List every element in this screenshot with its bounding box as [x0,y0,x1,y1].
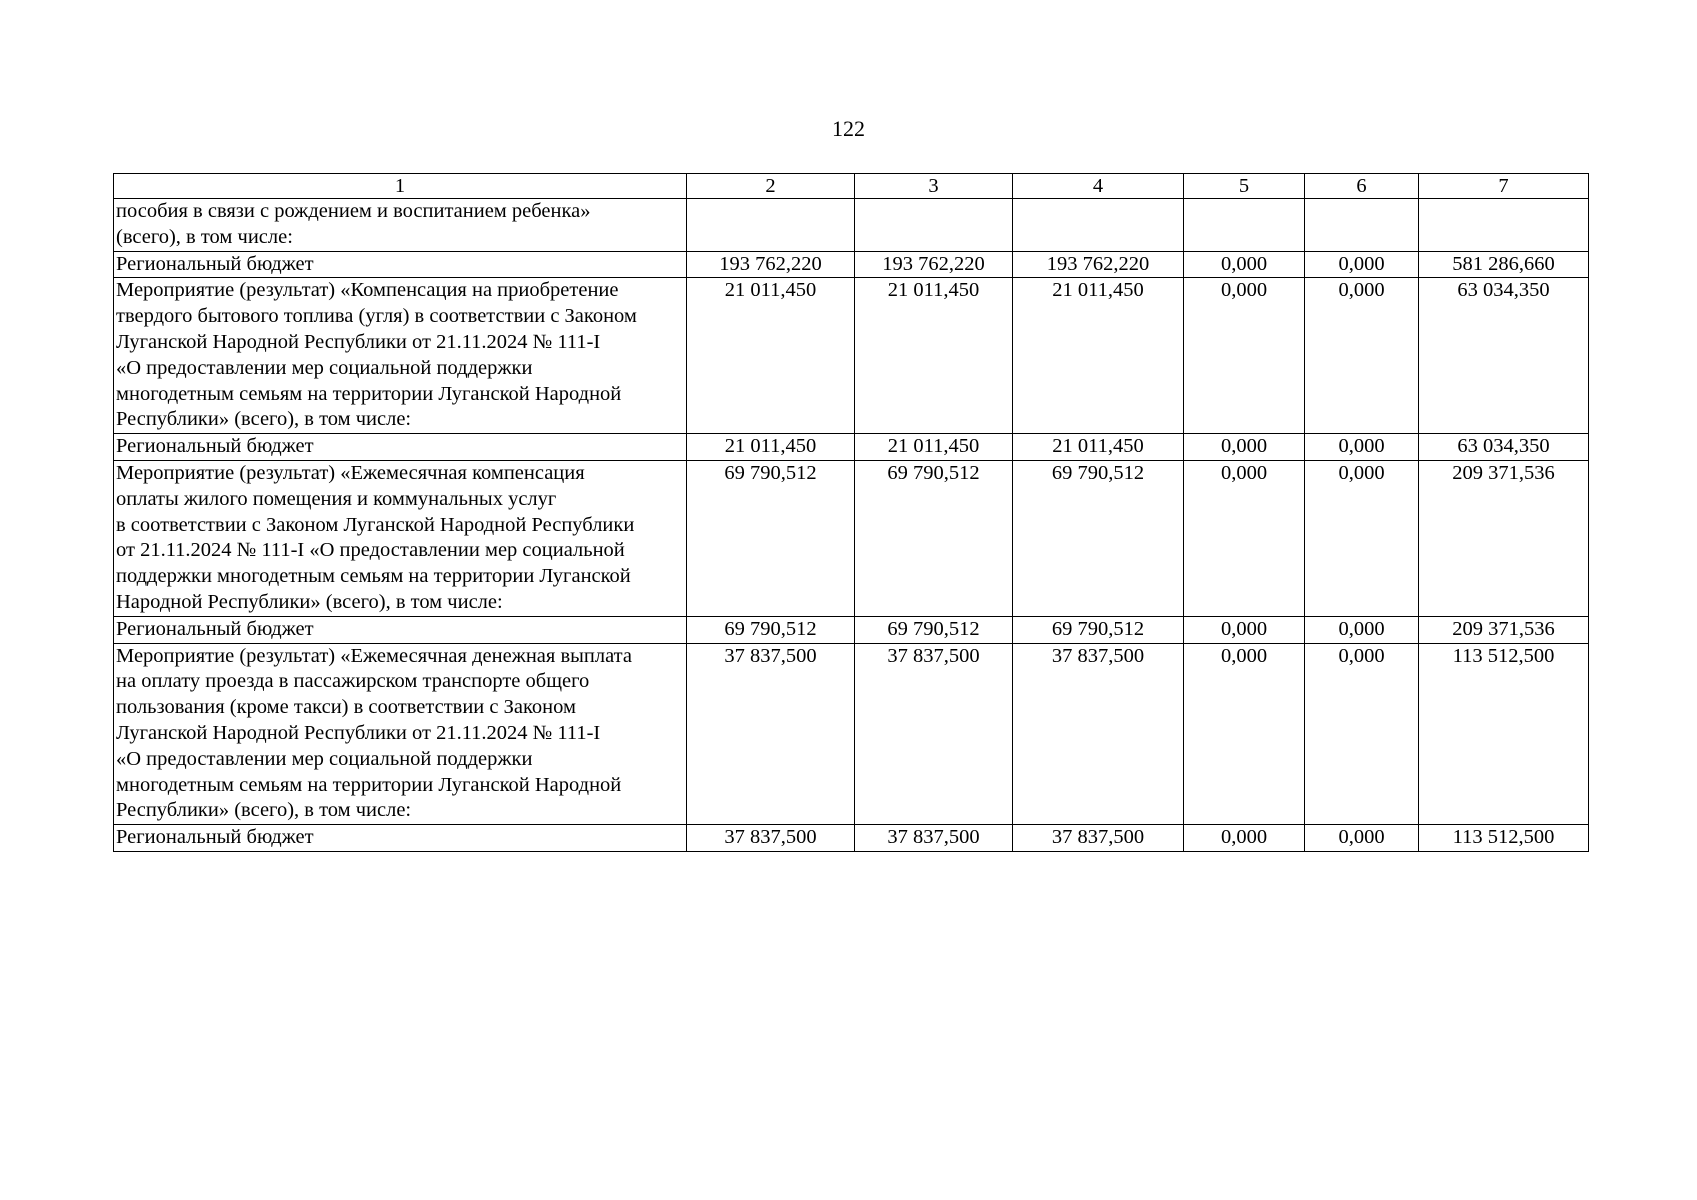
value-cell-col-2: 193 762,220 [687,251,855,278]
value-cell-col-4: 193 762,220 [1013,251,1184,278]
value-cell-col-5: 0,000 [1184,643,1305,825]
value-cell-col-3: 69 790,512 [855,460,1013,616]
row-name-line: Мероприятие (результат) «Ежемесячная компенсация [116,461,585,484]
row-name-line: в соответствии с Законом Луганской Народной Республики [116,513,635,536]
table-row [114,825,1589,852]
row-name-line: поддержки многодетным семьям на территории Луганской [116,565,631,588]
row-name-cell [114,460,687,616]
value-cell-col-7: 209 371,536 [1419,460,1589,616]
value-cell-col-3: 37 837,500 [855,825,1013,852]
value-cell-col-6: 0,000 [1305,251,1419,278]
row-name-cell [114,278,687,434]
value-cell-col-6: 0,000 [1305,825,1419,852]
value-cell-col-2: 37 837,500 [687,643,855,825]
column-header: 7 [1419,174,1589,199]
row-name-line: Региональный бюджет [116,252,314,275]
value-cell-col-3: 21 011,450 [855,434,1013,461]
table-header-row [114,174,1589,199]
value-cell-col-2: 69 790,512 [687,460,855,616]
column-header: 3 [855,174,1013,199]
row-name-line: пользования (кроме такси) в соответствии с Законом [116,696,576,719]
row-name-cell [114,825,687,852]
value-cell-col-7 [1419,199,1589,252]
row-name-line: Региональный бюджет [116,617,314,640]
value-cell-col-3: 21 011,450 [855,278,1013,434]
value-cell-col-6: 0,000 [1305,643,1419,825]
row-name-line: оплаты жилого помещения и коммунальных услуг [116,487,557,510]
column-header: 4 [1013,174,1184,199]
value-cell-col-2: 69 790,512 [687,616,855,643]
table-row [114,643,1589,825]
value-cell-col-3: 193 762,220 [855,251,1013,278]
row-name-line: многодетным семьям на территории Луганской Народной [116,773,622,796]
row-name-line: Региональный бюджет [116,435,314,458]
table-row [114,251,1589,278]
budget-table [113,173,1589,852]
row-name-line: Мероприятие (результат) «Компенсация на приобретение [116,279,619,302]
row-name-cell [114,199,687,252]
value-cell-col-6: 0,000 [1305,434,1419,461]
table-row [114,616,1589,643]
page-number: 122 [832,116,865,141]
row-name-line: Народной Республики» (всего), в том числе: [116,590,503,613]
row-name-line: Луганской Народной Республики от 21.11.2024 № 111-I [116,330,601,353]
value-cell-col-7: 209 371,536 [1419,616,1589,643]
table-row [114,199,1589,252]
value-cell-col-5: 0,000 [1184,460,1305,616]
row-name-line: Луганской Народной Республики от 21.11.2024 № 111-I [116,721,601,744]
column-header: 1 [114,174,687,199]
row-name-cell [114,616,687,643]
row-name-cell [114,251,687,278]
value-cell-col-6: 0,000 [1305,616,1419,643]
value-cell-col-2: 37 837,500 [687,825,855,852]
row-name-line: Республики» (всего), в том числе: [116,799,412,822]
row-name-line: на оплату проезда в пассажирском транспорте общего [116,670,590,693]
value-cell-col-3: 37 837,500 [855,643,1013,825]
value-cell-col-6: 0,000 [1305,460,1419,616]
value-cell-col-7: 113 512,500 [1419,825,1589,852]
value-cell-col-2: 21 011,450 [687,278,855,434]
row-name-line: «О предоставлении мер социальной поддержки [116,356,533,379]
row-name-cell [114,643,687,825]
row-name-line: Республики» (всего), в том числе: [116,408,412,431]
value-cell-col-7: 581 286,660 [1419,251,1589,278]
value-cell-col-4: 69 790,512 [1013,460,1184,616]
value-cell-col-6: 0,000 [1305,278,1419,434]
column-header: 2 [687,174,855,199]
value-cell-col-5: 0,000 [1184,434,1305,461]
value-cell-col-4 [1013,199,1184,252]
row-name-line: от 21.11.2024 № 111-I «О предоставлении мер социальной [116,539,625,562]
value-cell-col-3 [855,199,1013,252]
value-cell-col-4: 21 011,450 [1013,434,1184,461]
value-cell-col-4: 69 790,512 [1013,616,1184,643]
value-cell-col-4: 37 837,500 [1013,825,1184,852]
row-name-line: многодетным семьям на территории Луганской Народной [116,382,622,405]
table-row [114,434,1589,461]
value-cell-col-2 [687,199,855,252]
row-name-line: твердого бытового топлива (угля) в соответствии с Законом [116,305,637,328]
value-cell-col-5: 0,000 [1184,616,1305,643]
value-cell-col-4: 21 011,450 [1013,278,1184,434]
value-cell-col-3: 69 790,512 [855,616,1013,643]
value-cell-col-6 [1305,199,1419,252]
value-cell-col-7: 113 512,500 [1419,643,1589,825]
value-cell-col-5 [1184,199,1305,252]
row-name-line: (всего), в том числе: [116,225,293,248]
value-cell-col-7: 63 034,350 [1419,278,1589,434]
column-header: 5 [1184,174,1305,199]
value-cell-col-5: 0,000 [1184,825,1305,852]
value-cell-col-5: 0,000 [1184,278,1305,434]
value-cell-col-5: 0,000 [1184,251,1305,278]
row-name-line: Региональный бюджет [116,826,314,849]
value-cell-col-4: 37 837,500 [1013,643,1184,825]
row-name-cell [114,434,687,461]
row-name-line: пособия в связи с рождением и воспитанием ребенка» [116,200,591,222]
value-cell-col-7: 63 034,350 [1419,434,1589,461]
table-row [114,278,1589,434]
row-name-line: «О предоставлении мер социальной поддержки [116,747,533,770]
column-header: 6 [1305,174,1419,199]
value-cell-col-2: 21 011,450 [687,434,855,461]
table-row [114,460,1589,616]
row-name-line: Мероприятие (результат) «Ежемесячная денежная выплата [116,644,632,667]
